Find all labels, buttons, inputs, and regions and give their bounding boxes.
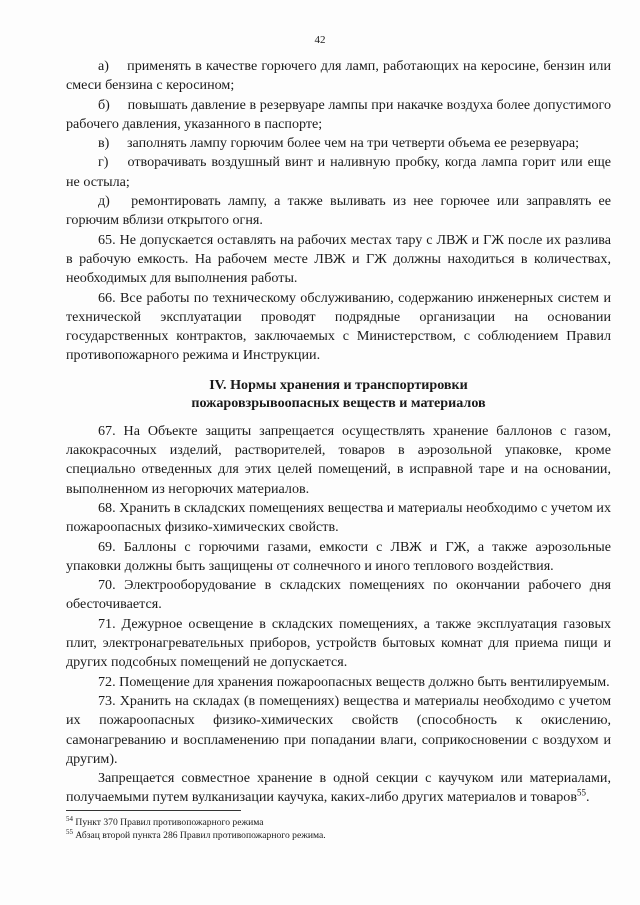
paragraphs-top xyxy=(66,57,611,366)
page-number: 42 xyxy=(314,34,326,46)
paragraph: 70. Электрооборудование в складских помещениях по окончании рабочего дня обесточивается. xyxy=(66,577,611,613)
paragraph: 67. На Объекте защиты запрещается осуществлять хранение баллонов с газом, лакокрасочных изделий, растворителей, товаров в аэрозольной упаковке, кроме специально отведенных для этих целей помещений, в исправной таре и на основании, выполненном из негорючих материалов. xyxy=(66,422,611,497)
footnote-number: 54 xyxy=(66,814,73,823)
paragraph: б) повышать давление в резервуаре лампы при накачке воздуха более допустимого рабочего давления, указанного в паспорте; xyxy=(66,96,611,132)
footnotes xyxy=(66,810,611,842)
paragraph: д) ремонтировать лампу, а также выливать из нее горючее или заправлять ее горючим вблизи открытого огня. xyxy=(66,193,611,229)
paragraph: г) отворачивать воздушный винт и наливную пробку, когда лампа горит или еще не остыла; xyxy=(66,154,611,190)
paragraph: 72. Помещение для хранения пожароопасных веществ должно быть вентилируемым. xyxy=(98,673,610,690)
paragraphs-bottom xyxy=(66,422,611,769)
paragraph-storage-prohibition xyxy=(66,769,611,808)
footnote xyxy=(66,829,611,842)
paragraph: 65. Не допускается оставлять на рабочих местах тару с ЛВЖ и ГЖ после их разлива в рабочую емкость. На рабочем месте ЛВЖ и ГЖ должны находиться в количествах, необходимых для выполнения работы. xyxy=(66,231,611,287)
footnote-text: Абзац второй пункта 286 Правил противопожарного режима. xyxy=(73,830,326,841)
section-heading-line1: IV. Нормы хранения и транспортировки xyxy=(209,376,468,393)
paragraph: в) заполнять лампу горючим более чем на три четверти объема ее резервуара; xyxy=(98,135,580,152)
footnote-separator xyxy=(66,810,241,811)
section-heading-line2: пожаровзрывоопасных веществ и материалов xyxy=(191,395,486,412)
paragraph: а) применять в качестве горючего для ламп, работающих на керосине, бензин или смеси бензина с керосином; xyxy=(66,58,611,94)
paragraph: 66. Все работы по техническому обслуживанию, содержанию инженерных систем и технической эксплуатации проводят подрядные организации на основании государственных контрактов, заключаемых с Министерством, с соблюдением Правил противопожарного режима и Инструкции. xyxy=(66,289,611,364)
footnote-number: 55 xyxy=(66,827,73,836)
footnote-text: Пункт 370 Правил противопожарного режима xyxy=(73,817,264,828)
last-paragraph-end: . xyxy=(586,789,590,806)
paragraph: 69. Баллоны с горючими газами, емкости с ЛВЖ и ГЖ, а также аэрозольные упаковки должны быть защищены от солнечного и иного теплового воздействия. xyxy=(66,538,611,574)
footnote-ref: 55 xyxy=(577,787,586,798)
paragraph: 73. Хранить на складах (в помещениях) вещества и материалы необходимо с учетом их пожароопасных физико-химических свойств (способность к окислению, самонагреванию и воспламенению при попадании влаги, соприкосновении с воздухом и другим). xyxy=(66,692,611,767)
last-paragraph-text: Запрещается совместное хранение в одной секции с каучуком или материалами, получаемыми путем вулканизации каучука, каких-либо других материалов и товаров xyxy=(66,770,611,806)
document-body xyxy=(66,57,611,808)
footnote-list xyxy=(66,816,611,842)
paragraph: 68. Хранить в складских помещениях вещества и материалы необходимо с учетом их пожароопасных физико-химических свойств. xyxy=(66,499,611,536)
paragraph: 71. Дежурное освещение в складских помещениях, а также эксплуатация газовых плит, электронагревательных приборов, устройств бытовых комнат для приема пищи и других подсобных помещений не допускается. xyxy=(66,615,611,671)
footnote xyxy=(66,816,611,829)
section-heading xyxy=(66,376,611,413)
